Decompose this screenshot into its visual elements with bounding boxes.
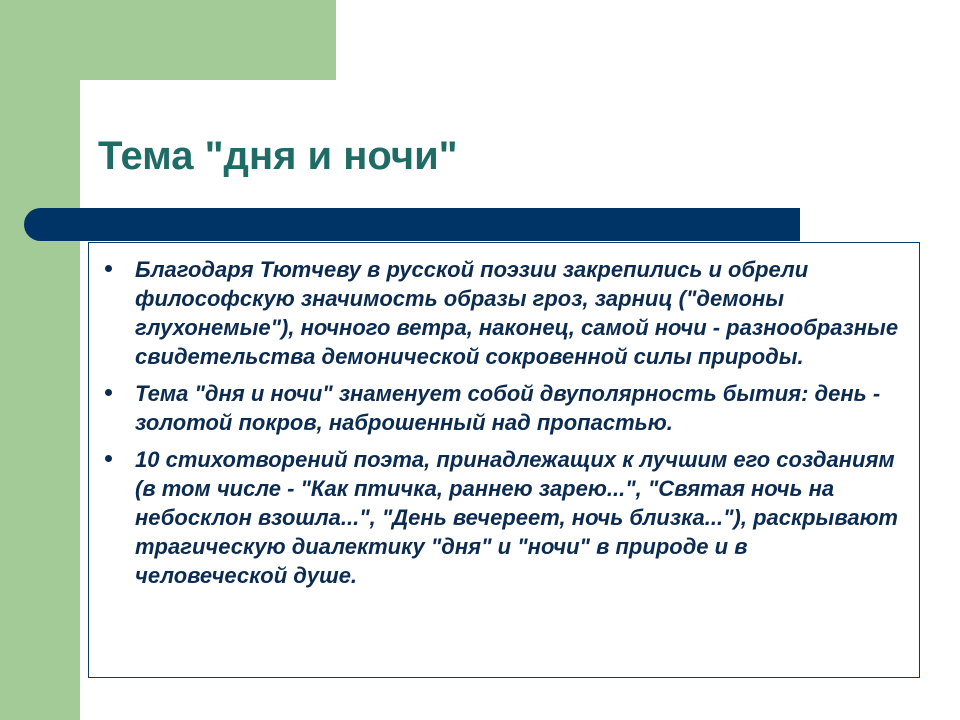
title-underline-bar — [24, 208, 800, 241]
bullet-text-2: Тема "дня и ночи" знаменует собой двуполярность бытия: день - золотой покров, наброшенный над пропастью. — [135, 381, 881, 435]
green-side-strip — [0, 0, 80, 720]
bullet-dot-icon — [105, 455, 112, 462]
bullet-dot-icon — [105, 265, 112, 272]
bullet-dot-icon — [105, 389, 112, 396]
bullet-item-1 — [135, 255, 905, 371]
slide-title: Тема "дня и ночи" — [98, 134, 458, 178]
green-top-block — [0, 0, 336, 80]
bullet-item-3 — [135, 445, 905, 590]
bullet-list — [135, 255, 905, 598]
bullet-text-1: Благодаря Тютчеву в русской поэзии закрепились и обрели философскую значимость образы гроз, зарниц ("демоны глухонемые"), ночного ветра, наконец, самой ночи - разнообразные свидетельства демонической сокровенной силы природы. — [135, 257, 899, 369]
content-box — [88, 242, 920, 678]
bullet-text-3: 10 стихотворений поэта, принадлежащих к лучшим его созданиям (в том числе - "Как птичка, раннею зарею...", "Святая ночь на небосклон взошла...", "День вечереет, ночь близка..."), раскрывают трагическую диалектику "дня" и "ночи" в природе и в человеческой душе. — [135, 447, 898, 588]
bullet-item-2 — [135, 379, 905, 437]
